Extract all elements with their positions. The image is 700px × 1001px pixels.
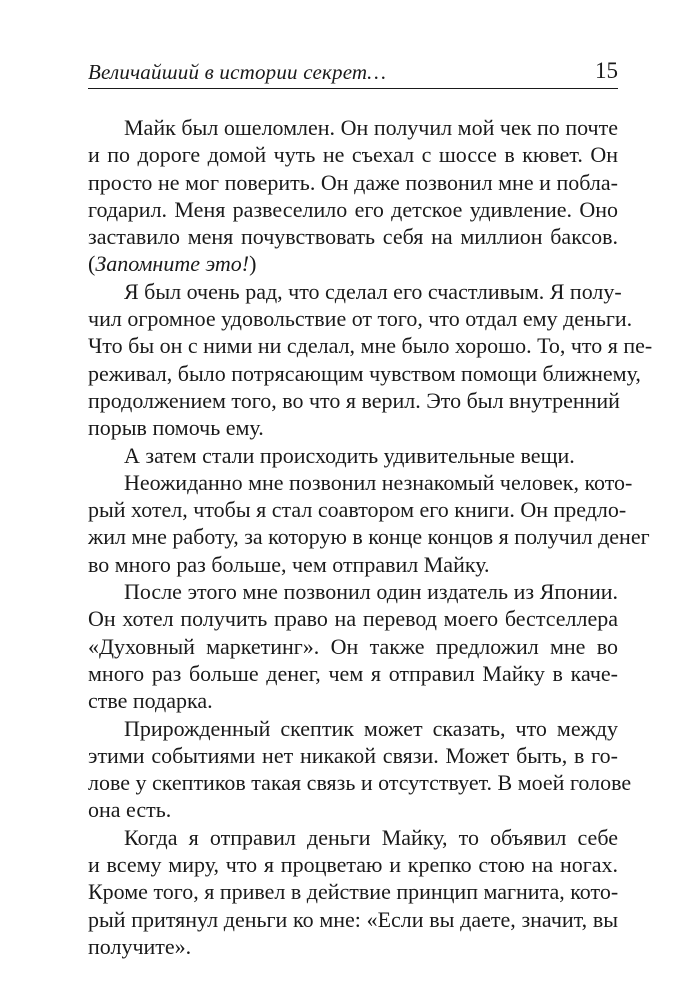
text-line: порыв помочь ему. bbox=[88, 415, 264, 441]
text-line: Неожиданно мне позвонил незнакомый человек, кото- bbox=[124, 469, 633, 495]
text-line: много раз больше денег, чем я отправил Майку в каче- bbox=[88, 660, 618, 686]
text-line: Он хотел получить право на перевод моего бестселлера bbox=[88, 606, 618, 632]
text-segment: ) bbox=[249, 251, 257, 277]
text-line: и по дороге домой чуть не съехал с шоссе в кювет. Он bbox=[88, 142, 618, 168]
text-line: рый притянул деньги ко мне: «Если вы даете, значит, вы bbox=[88, 906, 618, 932]
page-number: 15 bbox=[595, 58, 618, 83]
text-line: заставило меня почувствовать себя на миллион баксов. bbox=[88, 224, 618, 250]
text-line: лове у скептиков такая связь и отсутствует. В моей голове bbox=[88, 770, 632, 796]
text-line: годарил. Меня развеселило его детское удивление. Оно bbox=[88, 196, 618, 222]
text-line: А затем стали происходить удивительные вещи. bbox=[124, 442, 575, 468]
body-text bbox=[88, 114, 653, 960]
text-line: продолжением того, во что я верил. Это был внутренний bbox=[88, 387, 620, 413]
header-rule bbox=[88, 88, 618, 89]
text-line: Я был очень рад, что сделал его счастливым. Я полу- bbox=[124, 278, 622, 304]
text-line: во много раз больше, чем отправил Майку. bbox=[88, 551, 490, 577]
text-line: Майк был ошеломлен. Он получил мой чек по почте bbox=[124, 115, 618, 140]
text-line: реживал, было потрясающим чувством помощи ближнему, bbox=[88, 360, 641, 386]
text-line: чил огромное удовольствие от того, что отдал ему деньги. bbox=[88, 306, 633, 332]
text-line: стве подарка. bbox=[88, 688, 213, 714]
text-segment: ( bbox=[88, 251, 96, 277]
text-line bbox=[88, 250, 618, 277]
italic-emphasis: Запомните это! bbox=[95, 251, 250, 277]
text-line: просто не мог поверить. Он даже позвонил мне и побла- bbox=[88, 169, 618, 195]
running-header bbox=[88, 56, 618, 88]
text-line: этими событиями нет никакой связи. Может быть, в го- bbox=[88, 742, 618, 768]
text-line: она есть. bbox=[88, 797, 172, 823]
text-line: Что бы он с ними ни сделал, мне было хорошо. То, что я пе- bbox=[88, 333, 653, 359]
text-line: рый хотел, чтобы я стал соавтором его книги. Он предло- bbox=[88, 497, 627, 523]
running-title: Величайший в истории секрет… bbox=[88, 60, 387, 84]
text-line: Кроме того, я привел в действие принцип магнита, кото- bbox=[88, 879, 619, 905]
text-line: После этого мне позвонил один издатель из Японии. bbox=[124, 579, 618, 605]
text-line: Прирожденный скептик может сказать, что между bbox=[124, 715, 618, 741]
text-line: получите». bbox=[88, 933, 192, 959]
text-line: Когда я отправил деньги Майку, то объявил себе bbox=[124, 824, 618, 850]
text-line: и всему миру, что я процветаю и крепко стою на ногах. bbox=[88, 852, 618, 878]
text-line: «Духовный маркетинг». Он также предложил мне во bbox=[88, 633, 618, 659]
text-line: жил мне работу, за которую в конце концов я получил денег bbox=[88, 524, 650, 550]
